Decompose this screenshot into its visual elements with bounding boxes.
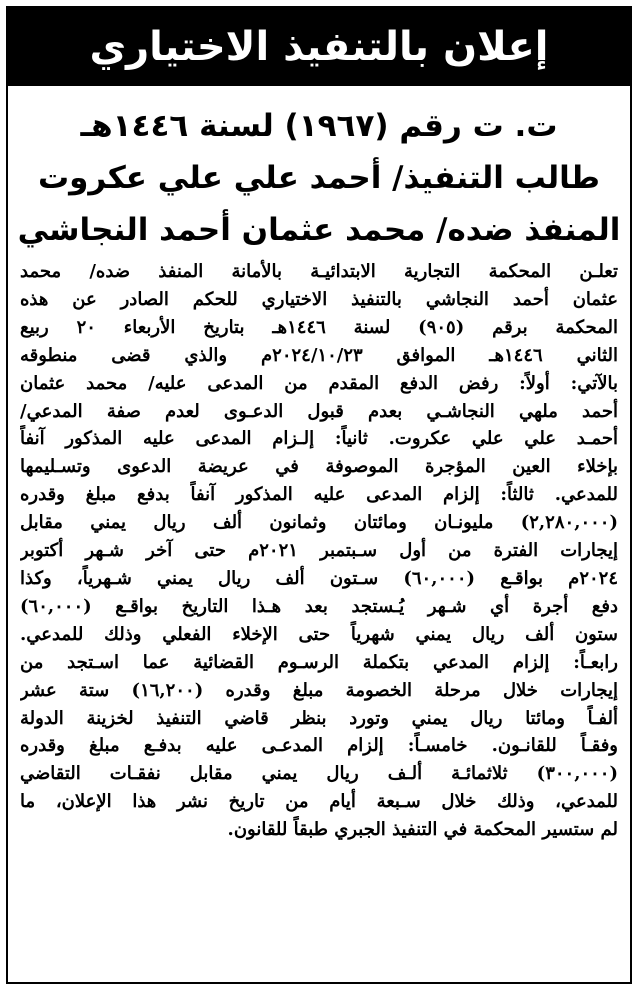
applicant-name: طالب التنفيذ/ أحمد علي علي عكروت [38,160,600,196]
body-line: تعلـن المحكمة التجارية الابتدائيـة بالأمانة المنفذ ضده/ محمد [20,261,618,282]
body-line: إيجارات خلال مرحلة الخصومة مبلغ وقدره (١٦,٢٠٠) ستة عشر [20,679,618,701]
notice-banner-title: إعلان بالتنفيذ الاختياري [8,8,630,86]
body-line: ألفـاً ومائتا ريال يمني وتورد بنظر قاضي التنفيذ لخزينة الدولة [20,707,618,729]
body-line: للمدعي، وذلك خلال سـبعة أيام من تاريخ نشر هذا الإعلان، ما [20,791,618,813]
body-line: إيجارات الفترة من أول سـبتمبر ٢٠٢١م حتى آخر شـهر أكتوبر [20,540,618,562]
body-line: رابعـاً: إلزام المدعي بتكملة الرسـوم القضائية عما اسـتجد من [20,651,618,673]
case-number: ت. ت رقم (١٩٦٧) لسنة ١٤٤٦هـ [80,108,558,144]
body-line: (٢,٢٨٠,٠٠٠) مليونـان ومائتان وثمانون ألف ريال يمني مقابل [20,512,618,534]
body-line: بالآتي: أولاً: رفض الدفع المقدم من المدعى عليه/ محمد عثمان [20,372,618,394]
body-line: وفقـاً للقانـون. خامسـاً: إلزام المدعـى عليه بدفـع مبلغ وقدره [20,735,618,757]
respondent-name: المنفذ ضده/ محمد عثمان أحمد النجاشي [17,212,621,248]
body-line: أحمـد علي علي عكروت. ثانياً: إلـزام المدعى عليه المذكور آنفاً [20,428,618,450]
body-line: ٢٠٢٤م بواقـع (٦٠,٠٠٠) سـتون ألف ريال يمني شـهرياً، وكذا [20,567,618,589]
body-line: المحكمة برقم (٩٠٥) لسنة ١٤٤٦هـ بتاريخ الأربعاء ٢٠ ربيع [20,316,618,338]
body-line: ستون ألف ريال يمني شهرياً حتى الإخلاء الفعلي وذلك للمدعي. [20,623,618,645]
body-line: لم ستسير المحكمة في التنفيذ الجبري طبقاً للقانون. [227,819,618,841]
body-line: بإخلاء العين المؤجرة الموصوفة في عريضة الدعوى وتسـليمها [20,456,618,478]
body-line: دفع أجرة أي شـهر يُـستجد بعد هـذا التاريخ بواقـع (٦٠,٠٠٠) [20,595,618,617]
body-line: للمدعي. ثالثاً: إلزام المدعى عليه المذكور آنفاً بدفع مبلغ وقدره [20,484,618,506]
notice-body [20,258,618,844]
case-headings [8,100,630,256]
body-line: الثاني ١٤٤٦هـ الموافق ٢٠٢٤/١٠/٢٣م والذي قضى منطوقه [20,344,618,366]
body-line: (٣٠٠,٠٠٠) ثلاثمائـة ألـف ريال يمني مقابل نفقـات التقاضي [20,763,618,785]
body-line: أحمد ملهي النجاشـي بعدم قبول الدعـوى لعدم صفة المدعي/ [20,400,618,422]
execution-notice [6,6,632,984]
body-line: عثمان أحمد النجاشي بالتنفيذ الاختياري للحكم الصادر عن هذه [20,288,618,310]
